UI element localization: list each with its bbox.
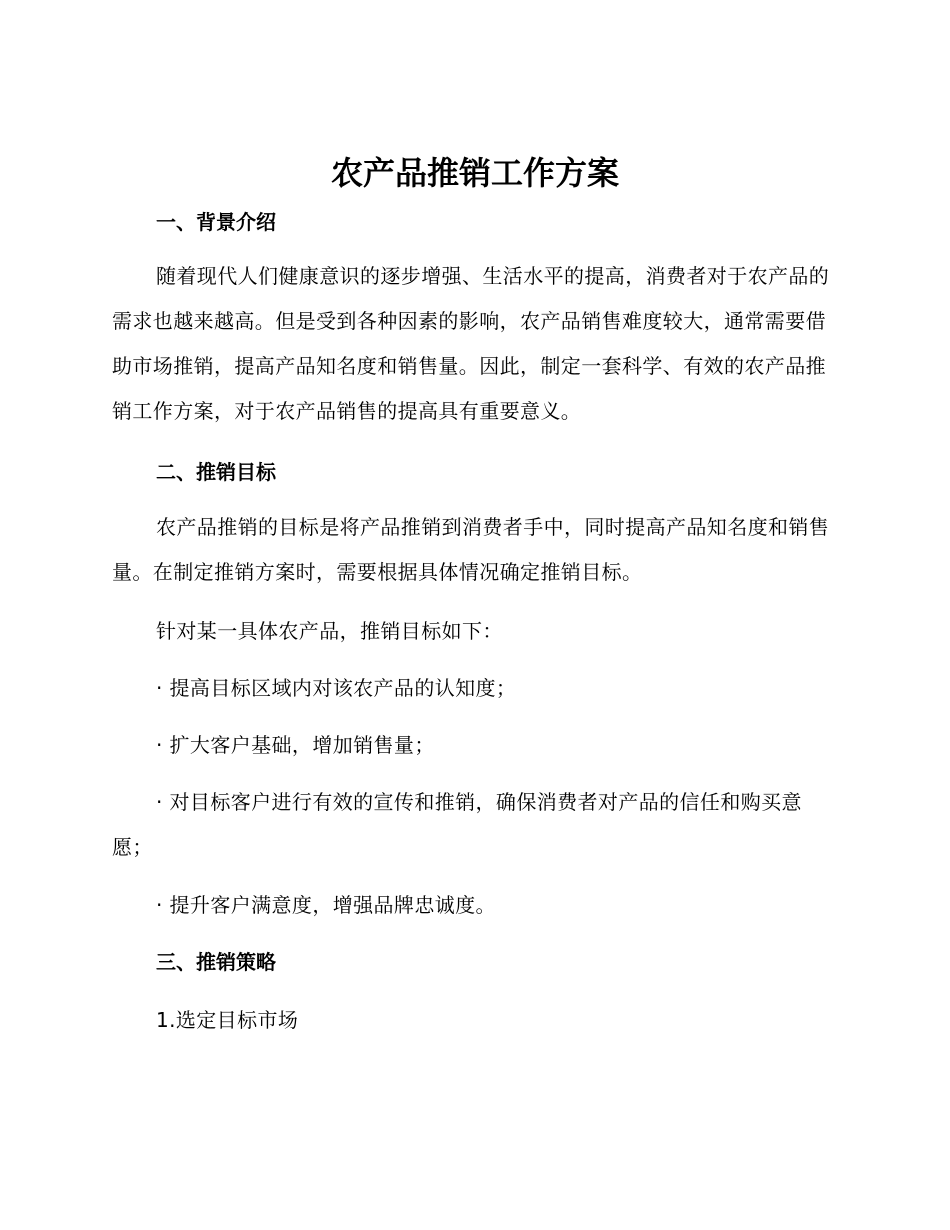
goals-intro: 针对某一具体农产品，推销目标如下： xyxy=(156,619,503,643)
section-heading-background: 一、背景介绍 xyxy=(156,210,276,234)
document-title: 农产品推销工作方案 xyxy=(330,154,619,192)
goal-bullet-4: · 提升客户满意度，增强品牌忠诚度。 xyxy=(156,893,496,917)
paragraph-background: 随着现代人们健康意识的逐步增强、生活水平的提高，消费者对于农产品的需求也越来越高。但是受到各种因素的影响，农产品销售难度较大，通常需要借助市场推销，提高产品知名度和销售量。因此，制定一套科学、有效的农产品推销工作方案，对于农产品销售的提高具有重要意义。 xyxy=(112,264,830,423)
strategy-item-1: 1.选定目标市场 xyxy=(156,1008,299,1032)
section-heading-goals: 二、推销目标 xyxy=(156,460,276,484)
section-heading-strategy: 三、推销策略 xyxy=(156,950,276,974)
goal-bullet-1: · 提高目标区域内对该农产品的认知度； xyxy=(156,676,517,700)
paragraph-goals: 农产品推销的目标是将产品推销到消费者手中，同时提高产品知名度和销售量。在制定推销方案时，需要根据具体情况确定推销目标。 xyxy=(112,515,830,584)
goal-bullet-2: · 扩大客户基础，增加销售量； xyxy=(156,733,435,757)
goal-bullet-3: · 对目标客户进行有效的宣传和推销，确保消费者对产品的信任和购买意愿； xyxy=(112,790,802,859)
